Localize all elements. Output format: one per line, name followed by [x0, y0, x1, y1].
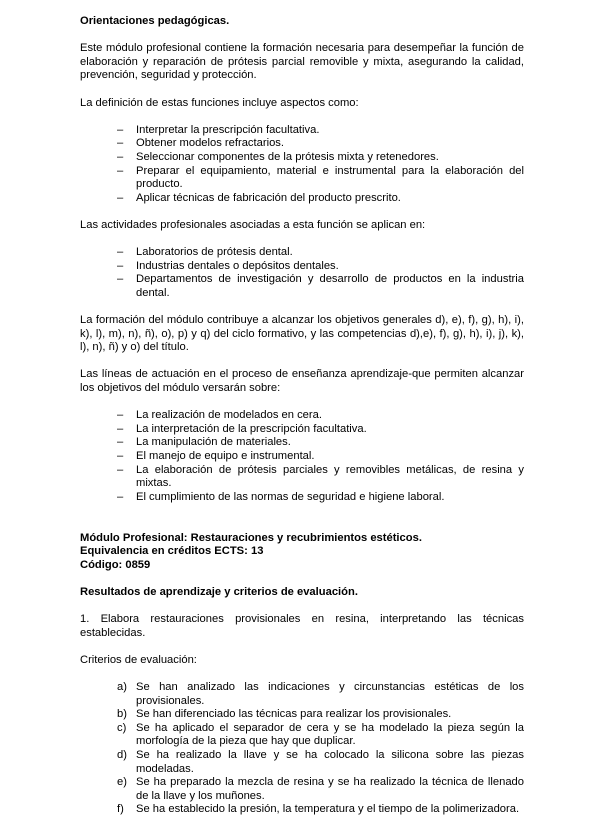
list-item: – Laboratorios de prótesis dental.	[117, 246, 293, 259]
criterios-label: Criterios de evaluación:	[80, 653, 197, 666]
list-item: – Preparar el equipamiento, material e instrumental para la elaboración del producto.	[117, 164, 524, 191]
list-item: d) Se ha realizado la llave y se ha colocado la silicona sobre las piezas modeladas.	[117, 749, 524, 775]
list-item: – Departamentos de investigación y desarrollo de productos en la industria dental.	[117, 273, 524, 299]
module-header	[80, 532, 524, 573]
list-item: – Interpretar la prescripción facultativa.	[117, 123, 320, 136]
module-ects: Equivalencia en créditos ECTS: 13	[80, 545, 264, 558]
dash-marker: –	[117, 191, 124, 204]
dash-marker: –	[117, 463, 124, 476]
paragraph-funciones-intro: La definición de estas funciones incluye aspectos como:	[80, 96, 359, 109]
paragraph-objetivos: La formación del módulo contribuye a alcanzar los objetivos generales d), e), f), g), h), i), k), l), m), n), ñ), o), p) y q) del ciclo formativo, y las competencias d),e), f), g), h), i), j), k), l), n), ñ) y o) del título.	[80, 314, 524, 354]
list-lineas	[80, 409, 524, 504]
resultado-item-1: 1. Elabora restauraciones provisionales en resina, interpretando las técnicas establecidas.	[80, 613, 524, 639]
letter-marker: b)	[117, 708, 127, 721]
list-item: – El manejo de equipo e instrumental.	[117, 450, 315, 462]
dash-marker: –	[117, 490, 124, 503]
list-item: – Aplicar técnicas de fabricación del producto prescrito.	[117, 191, 401, 204]
paragraph-lineas-intro: Las líneas de actuación en el proceso de enseñanza aprendizaje-que permiten alcanzar los objetivos del módulo versarán sobre:	[80, 368, 524, 395]
dash-marker: –	[117, 436, 124, 449]
list-item: – Industrias dentales o depósitos dentales.	[117, 259, 339, 272]
list-item: – La realización de modelados en cera.	[117, 409, 322, 422]
dash-marker: –	[117, 409, 124, 422]
list-item: a) Se han analizado las indicaciones y circunstancias estéticas de los provisionales.	[117, 681, 524, 707]
dash-marker: –	[117, 137, 124, 150]
dash-marker: –	[117, 164, 124, 177]
paragraph-actividades-intro: Las actividades profesionales asociadas a esta función se aplican en:	[80, 218, 426, 231]
letter-marker: a)	[117, 681, 127, 694]
document-page	[80, 15, 524, 817]
dash-marker: –	[117, 450, 124, 462]
dash-marker: –	[117, 273, 124, 286]
list-item: b) Se han diferenciado las técnicas para realizar los provisionales.	[117, 708, 452, 721]
module-code: Código: 0859	[80, 558, 151, 571]
list-item: – La manipulación de materiales.	[117, 436, 291, 449]
list-item: f) Se ha establecido la presión, la temperatura y el tiempo de la polimerizadora.	[117, 803, 520, 816]
letter-marker: d)	[117, 749, 127, 762]
list-funciones	[80, 124, 524, 206]
list-item: – La elaboración de prótesis parciales y removibles metálicas, de resina y mixtas.	[117, 463, 524, 490]
dash-marker: –	[117, 259, 124, 272]
list-criterios	[80, 681, 524, 817]
list-item: c) Se ha aplicado el separador de cera y se ha modelado la pieza según la morfología de la pieza que hay que duplicar.	[117, 721, 524, 748]
list-item: – La interpretación de la prescripción facultativa.	[117, 422, 367, 435]
letter-marker: c)	[117, 721, 127, 734]
section-title-orientaciones: Orientaciones pedagógicas.	[80, 15, 230, 27]
list-item: – Obtener modelos refractarios.	[117, 137, 284, 150]
list-actividades	[80, 246, 524, 300]
dash-marker: –	[117, 246, 124, 259]
letter-marker: f)	[117, 803, 124, 816]
dash-marker: –	[117, 422, 124, 435]
paragraph-intro: Este módulo profesional contiene la formación necesaria para desempeñar la función de elaboración y reparación de prótesis parcial removible y mixta, asegurando la calidad, prevención, seguridad y protección.	[80, 42, 524, 82]
dash-marker: –	[117, 150, 124, 163]
letter-marker: e)	[117, 776, 127, 789]
list-item: – Seleccionar componentes de la prótesis mixta y retenedores.	[117, 150, 439, 163]
section-title-resultados: Resultados de aprendizaje y criterios de evaluación.	[80, 585, 358, 598]
dash-marker: –	[117, 123, 124, 136]
module-title: Módulo Profesional: Restauraciones y recubrimientos estéticos.	[80, 531, 422, 544]
list-item: – El cumplimiento de las normas de seguridad e higiene laboral.	[117, 490, 445, 503]
list-item: e) Se ha preparado la mezcla de resina y se ha realizado la técnica de llenado de la llave y los muñones.	[117, 776, 524, 802]
